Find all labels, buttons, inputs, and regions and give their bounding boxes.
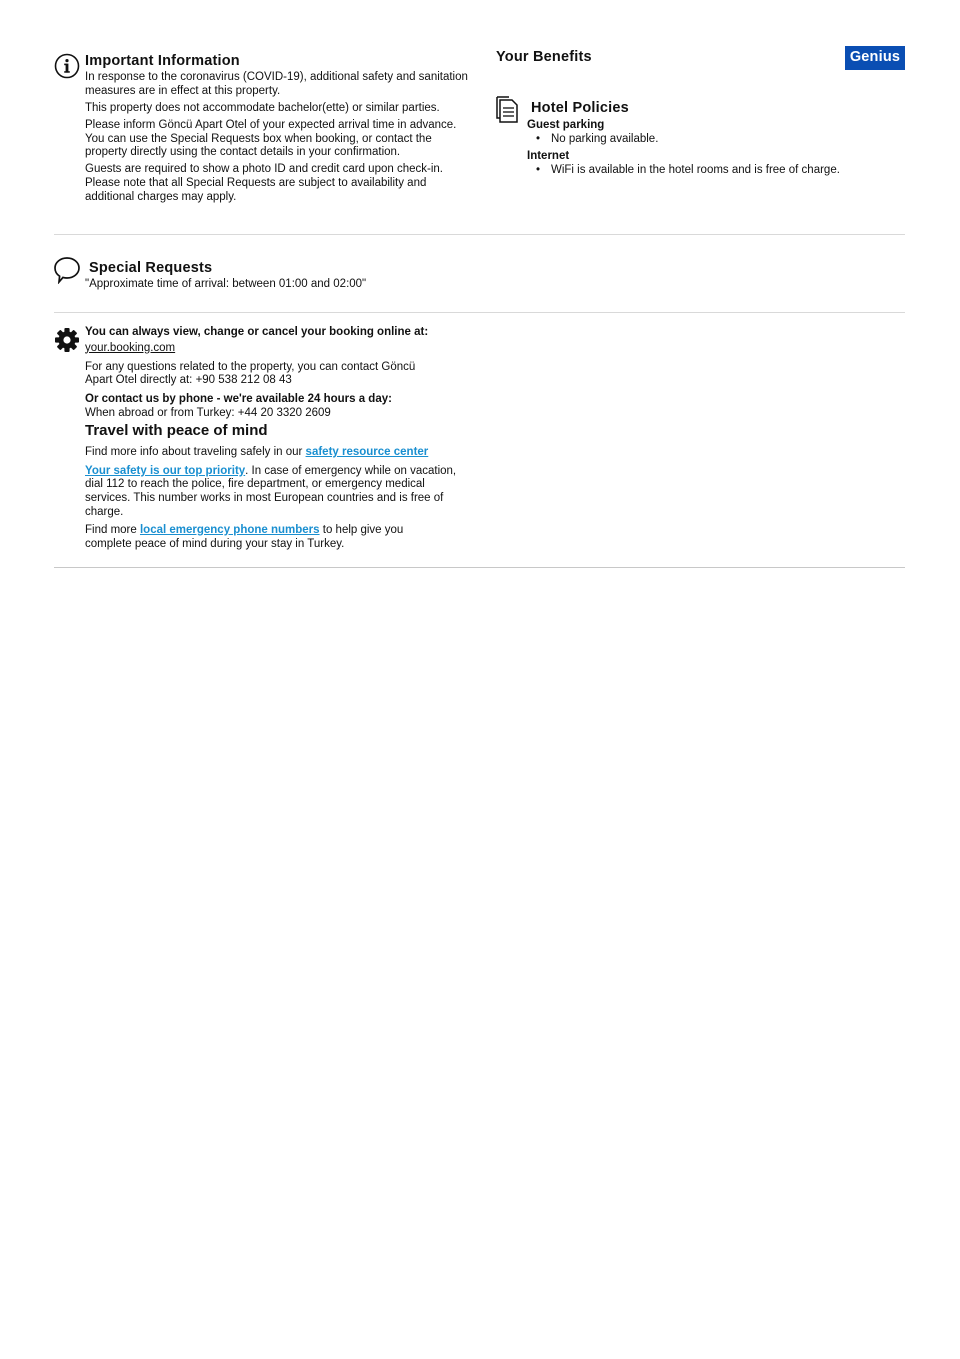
speech-bubble-icon [53,256,81,284]
checkin-id-notice: Guests are required to show a photo ID and credit card upon check-in. Please note that all Special Requests are subject to availability and additional charges may apply. [85,163,443,203]
manage-booking [85,326,465,554]
emergency-numbers-paragraph [85,524,435,552]
emergency-paragraph [85,465,457,520]
info-icon [54,53,80,79]
document-icon [496,96,520,124]
safety-info-prefix: Find more info about traveling safely in our [85,445,306,458]
important-information-title: Important Information [85,53,240,69]
divider [54,312,905,313]
emergency-text: . In case of emergency while on vacation, dial 112 to reach the police, fire department, or emergency medical services. This number works in most European countries and is free of charge. [85,464,457,518]
your-benefits-title: Your Benefits [496,49,592,65]
covid-notice: In response to the coronavirus (COVID-19), additional safety and sanitation measures are in effect at this property. [85,71,468,98]
arrival-time-notice: Please inform Göncü Apart Otel of your expected arrival time in advance. You can use the Special Requests box when booking, or contact the property directly using the contact details in your confirmation. [85,118,457,159]
policy-heading-internet: Internet [527,149,570,162]
emergency-numbers-prefix: Find more [85,523,140,536]
safety-resource-link[interactable]: safety resource center [305,445,429,458]
special-request-text: "Approximate time of arrival: between 01:00 and 02:00" [85,278,367,291]
gear-icon [54,327,80,353]
manage-online-heading: You can always view, change or cancel your booking online at: [85,326,429,338]
phone-contact-heading: Or contact us by phone - we're available 24 hours a day: [85,393,392,406]
safety-info-paragraph [85,446,465,460]
emergency-numbers-link[interactable]: local emergency phone numbers [139,523,320,536]
policy-heading-parking: Guest parking [527,119,605,132]
divider [54,567,905,568]
important-information [85,53,470,208]
divider [54,234,905,235]
policy-item-internet: • WiFi is available in the hotel rooms and is free of charge. [551,164,902,178]
booking-link[interactable]: your.booking.com [85,341,176,354]
special-requests [85,260,505,292]
policy-item-parking: • No parking available. [551,133,902,147]
party-policy: This property does not accommodate bachelor(ette) or similar parties. [85,101,440,114]
genius-badge: Genius [845,46,905,70]
travel-title: Travel with peace of mind [85,421,268,439]
property-contact-text: For any questions related to the property, you can contact Göncü Apart Otel directly at: +90 538 212 08 43 [85,360,416,387]
special-requests-title: Special Requests [89,260,213,276]
emergency-numbers-suffix: to help give you complete peace of mind during your stay in Turkey. [85,523,404,550]
phone-contact-text: When abroad or from Turkey: +44 20 3320 2609 [85,406,331,419]
hotel-policies-title: Hotel Policies [531,100,629,116]
hotel-policies [527,100,902,180]
safety-priority-link[interactable]: Your safety is our top priority [85,464,246,477]
